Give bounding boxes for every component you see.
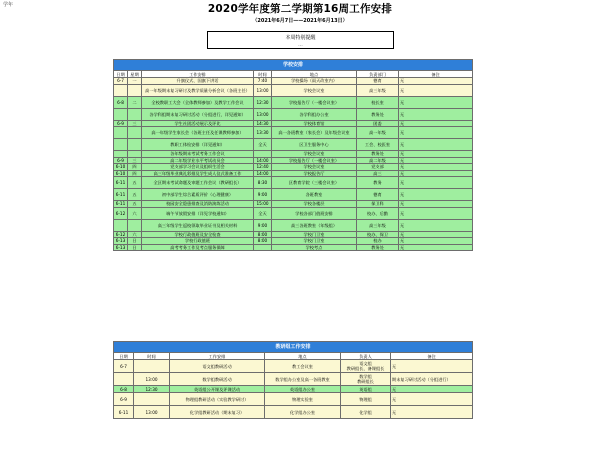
- time-cell: 13:00: [254, 108, 272, 120]
- table-row: [114, 139, 473, 151]
- dept-cell: 校办: [357, 238, 399, 245]
- note-cell: 无: [391, 386, 473, 393]
- column-header: 时间: [134, 353, 170, 360]
- time-cell: 8:00: [254, 231, 272, 238]
- time-cell: [254, 244, 272, 251]
- table-row: [114, 393, 473, 406]
- dept-cell: 团委: [357, 120, 399, 127]
- column-header: 负责部门: [357, 71, 399, 78]
- time-cell: 13:00: [254, 84, 272, 96]
- dept-cell: 保卫科: [357, 201, 399, 208]
- dept-cell: 教务处: [357, 151, 399, 158]
- date-cell: 6-11: [114, 406, 134, 419]
- dept-cell: 高三年级: [357, 84, 399, 96]
- note-cell: 无: [399, 207, 473, 219]
- note-cell: 无: [399, 151, 473, 158]
- date-cell: 6-12: [114, 231, 128, 238]
- place-cell: 学校报告厅（一楼会议室）: [272, 96, 357, 108]
- column-header: 地点: [265, 353, 341, 360]
- note-cell: 无: [399, 170, 473, 177]
- time-cell: [134, 393, 170, 406]
- table-row: [114, 373, 473, 386]
- note-cell: 无: [399, 164, 473, 171]
- task-cell: 校园安全隐患排查及消防演练活动: [142, 201, 254, 208]
- day-cell: 五: [128, 189, 142, 201]
- place-cell: 各班教室: [272, 189, 357, 201]
- dept-cell: 校办、后勤: [357, 207, 399, 219]
- date-cell: 6-8: [114, 386, 134, 393]
- task-cell: 党支部学习会议及组织生活会: [142, 164, 254, 171]
- task-cell: 各学科组期末复习研讨活动（分组进行，详见通知）: [142, 108, 254, 120]
- owner-role: 教研组长、备课组长: [346, 366, 385, 371]
- table-row: [114, 127, 473, 139]
- note-cell: 无: [399, 189, 473, 201]
- owner-cell: [341, 393, 391, 406]
- date-cell: 6-7: [114, 360, 134, 373]
- day-cell: [128, 84, 142, 96]
- owner-name: 物理组: [359, 396, 372, 402]
- owner-name: 化学组: [359, 409, 372, 415]
- place-cell: 数学组办公室及高一各班教室: [265, 373, 341, 386]
- note-cell: 无: [399, 96, 473, 108]
- time-cell: 14:30: [254, 120, 272, 127]
- day-cell: 五: [128, 177, 142, 189]
- notice-body: ...: [298, 42, 303, 48]
- place-cell: 学校门卫室: [272, 238, 357, 245]
- date-cell: 6-8: [114, 96, 128, 108]
- note-cell: 无: [399, 84, 473, 96]
- day-cell: 六: [128, 207, 142, 219]
- table-row: [114, 84, 473, 96]
- dept-cell: 工会、校医室: [357, 139, 399, 151]
- table-row: [114, 189, 473, 201]
- time-cell: 15:00: [254, 201, 272, 208]
- day-cell: 二: [128, 96, 142, 108]
- notice-title: 本周特别提醒: [285, 35, 316, 41]
- note-cell: 无: [399, 238, 473, 245]
- task-cell: 全校教职工大会（全体教师参加）及教学工作会议: [142, 96, 254, 108]
- time-cell: 9:00: [254, 219, 272, 231]
- place-cell: 学校门卫室: [272, 231, 357, 238]
- column-header: 负责人: [341, 353, 391, 360]
- date-cell: 6-13: [114, 244, 128, 251]
- place-cell: 学校各楼层: [272, 201, 357, 208]
- place-cell: 高一各班教室（家长会）及年级会议室: [272, 127, 357, 139]
- place-cell: 学校报告厅: [272, 170, 357, 177]
- day-cell: [128, 108, 142, 120]
- place-cell: 学校考点: [272, 244, 357, 251]
- place-cell: 学校报告厅（一楼会议室）: [272, 157, 357, 164]
- date-cell: 6-10: [114, 170, 128, 177]
- place-cell: 学校体育馆: [272, 120, 357, 127]
- date-cell: [114, 108, 128, 120]
- dept-cell: 高二年级: [357, 157, 399, 164]
- note-cell: 期末复习研讨活动（分组进行）: [391, 373, 473, 386]
- time-cell: 全天: [254, 139, 272, 151]
- day-cell: [128, 219, 142, 231]
- owner-cell: [341, 386, 391, 393]
- column-header: 日期: [114, 71, 128, 78]
- task-cell: 升旗仪式、国旗下讲话: [142, 78, 254, 85]
- note-cell: 无: [399, 201, 473, 208]
- time-cell: 14:00: [254, 157, 272, 164]
- column-header: 星期: [128, 71, 142, 78]
- task-cell: 高一年级学生家长会（各班主任及任课教师参加）: [142, 127, 254, 139]
- day-cell: 日: [128, 244, 142, 251]
- note-cell: 无: [391, 393, 473, 406]
- task-cell: 教职工体检安排（详见通知）: [142, 139, 254, 151]
- date-cell: [114, 373, 134, 386]
- day-cell: [128, 139, 142, 151]
- place-cell: 英语组办公室: [265, 386, 341, 393]
- task-cell: 学校行政值班及安全检查: [142, 231, 254, 238]
- table-row: [114, 108, 473, 120]
- owner-name: 数学组: [359, 374, 372, 379]
- owner-name: 英语组: [359, 386, 372, 392]
- task-cell: 高考考务工作及考点服务保障: [142, 244, 254, 251]
- note-cell: 无: [399, 127, 473, 139]
- time-cell: 12:30: [134, 386, 170, 393]
- table-row: [114, 219, 473, 231]
- date-cell: 6-13: [114, 238, 128, 245]
- day-cell: 四: [128, 164, 142, 171]
- place-cell: 区卫生服务中心: [272, 139, 357, 151]
- place-cell: 各学科组办公室: [272, 108, 357, 120]
- column-header: 备注: [391, 353, 473, 360]
- note-cell: 无: [399, 78, 473, 85]
- dept-cell: 教务处: [357, 108, 399, 120]
- note-cell: 无: [391, 406, 473, 419]
- note-cell: 无: [391, 360, 473, 373]
- table-row: [114, 207, 473, 219]
- task-cell: 数学组教研活动: [170, 373, 265, 386]
- note-cell: 无: [399, 219, 473, 231]
- time-cell: 12:30: [254, 96, 272, 108]
- dept-cell: 高三年级: [357, 219, 399, 231]
- note-cell: 无: [399, 231, 473, 238]
- owner-name: 语文组: [359, 361, 372, 366]
- time-cell: 7:40: [254, 78, 272, 85]
- date-range: （2021年6月7日——2021年6月13日）: [252, 18, 348, 24]
- place-cell: 教工会议室: [265, 360, 341, 373]
- task-cell: 高二年级学业水平考试动员会: [142, 157, 254, 164]
- dept-cell: 德育: [357, 189, 399, 201]
- column-header: 工作安排: [170, 353, 265, 360]
- place-cell: 学校会议室: [272, 164, 357, 171]
- table-row: [114, 386, 473, 393]
- day-cell: 一: [128, 78, 142, 85]
- dept-cell: 高一年级: [357, 127, 399, 139]
- note-cell: 无: [399, 177, 473, 189]
- date-cell: 6-9: [114, 157, 128, 164]
- note-cell: 无: [399, 108, 473, 120]
- table-row: [114, 360, 473, 373]
- place-cell: 高三各班教室（年级组）: [272, 219, 357, 231]
- date-cell: 6-9: [114, 393, 134, 406]
- corner-mark: 学年: [3, 2, 14, 8]
- task-cell: 高三年级学生返校领取毕业证书及相关材料: [142, 219, 254, 231]
- column-header: 日期: [114, 353, 134, 360]
- task-cell: 学生社团活动展示及评比: [142, 120, 254, 127]
- task-cell: 英语组公开课及评课活动: [170, 386, 265, 393]
- dept-cell: 教务: [357, 177, 399, 189]
- owner-cell: [341, 406, 391, 419]
- time-cell: 全天: [254, 207, 272, 219]
- note-cell: 无: [399, 244, 473, 251]
- school-schedule-table: [113, 59, 473, 251]
- date-cell: 6-11: [114, 189, 128, 201]
- time-cell: 8:00: [254, 238, 272, 245]
- date-cell: 6-12: [114, 207, 128, 219]
- task-cell: 学校行政值班: [142, 238, 254, 245]
- place-cell: 学校各部门值班安排: [272, 207, 357, 219]
- day-cell: 日: [128, 238, 142, 245]
- date-cell: 6-7: [114, 78, 128, 85]
- note-cell: 无: [399, 120, 473, 127]
- note-cell: 无: [399, 157, 473, 164]
- task-cell: 语文组教研活动: [170, 360, 265, 373]
- place-cell: 化学组办公室: [265, 406, 341, 419]
- table-row: [114, 177, 473, 189]
- date-cell: 6-11: [114, 177, 128, 189]
- task-cell: 化学组教研活动（期末复习）: [170, 406, 265, 419]
- task-cell: 物理组教研活动（实验教学研讨）: [170, 393, 265, 406]
- time-cell: 13:00: [134, 406, 170, 419]
- owner-role: 教研组长: [357, 379, 374, 384]
- time-cell: 13:00: [134, 373, 170, 386]
- dept-cell: 教务处: [357, 244, 399, 251]
- dept-cell: 高三: [357, 170, 399, 177]
- page-title: 2020学年度第二学期第16周工作安排: [207, 3, 393, 15]
- day-cell: 六: [128, 231, 142, 238]
- dept-cell: 校办、保卫: [357, 231, 399, 238]
- owner-cell: [341, 373, 391, 386]
- table-row: [114, 406, 473, 419]
- place-cell: 学校操场（雨天改室内）: [272, 78, 357, 85]
- time-cell: 8:30: [254, 177, 272, 189]
- time-cell: [134, 360, 170, 373]
- place-cell: 学校会议室: [272, 151, 357, 158]
- table-banner: 学校安排: [114, 60, 473, 71]
- day-cell: 五: [128, 201, 142, 208]
- date-cell: 6-10: [114, 164, 128, 171]
- day-cell: 三: [128, 120, 142, 127]
- place-cell: 区教育学院（三楼会议室）: [272, 177, 357, 189]
- task-cell: 全区期末考试命题及审题工作会议（教研组长）: [142, 177, 254, 189]
- time-cell: 12:40: [254, 164, 272, 171]
- time-cell: 14:00: [254, 170, 272, 177]
- column-header: 备注: [399, 71, 473, 78]
- column-header: 工作安排: [142, 71, 254, 78]
- date-cell: [114, 127, 128, 139]
- column-header: 时间: [254, 71, 272, 78]
- date-cell: [114, 84, 128, 96]
- time-cell: 9:00: [254, 189, 272, 201]
- day-cell: [128, 127, 142, 139]
- place-cell: 物理实验室: [265, 393, 341, 406]
- date-cell: 6-11: [114, 201, 128, 208]
- task-cell: 高一年级期末复习研讨及教学质量分析会议（各班主任）: [142, 84, 254, 96]
- task-cell: 各年级期末考试考务工作会议: [142, 151, 254, 158]
- notice-box: [207, 31, 394, 49]
- day-cell: 三: [128, 157, 142, 164]
- date-cell: 6-9: [114, 120, 128, 127]
- table-row: [114, 244, 473, 251]
- table-banner: 教研组工作安排: [114, 342, 473, 353]
- date-cell: [114, 219, 128, 231]
- table-row: [114, 96, 473, 108]
- dept-cell: 党支部: [357, 164, 399, 171]
- time-cell: 13:30: [254, 127, 272, 139]
- department-schedule-table: [113, 341, 473, 419]
- task-cell: 高三年级毕业典礼彩排及学生成人仪式准备工作: [142, 170, 254, 177]
- owner-cell: [341, 360, 391, 373]
- dept-cell: 德育: [357, 78, 399, 85]
- task-cell: 初中部学生综合素质评价（心理健康）: [142, 189, 254, 201]
- column-header: 地点: [272, 71, 357, 78]
- date-cell: [114, 139, 128, 151]
- note-cell: 无: [399, 139, 473, 151]
- day-cell: 四: [128, 170, 142, 177]
- task-cell: 端午节放假安排（详见学校通知）: [142, 207, 254, 219]
- place-cell: 学校会议室: [272, 84, 357, 96]
- dept-cell: 校长室: [357, 96, 399, 108]
